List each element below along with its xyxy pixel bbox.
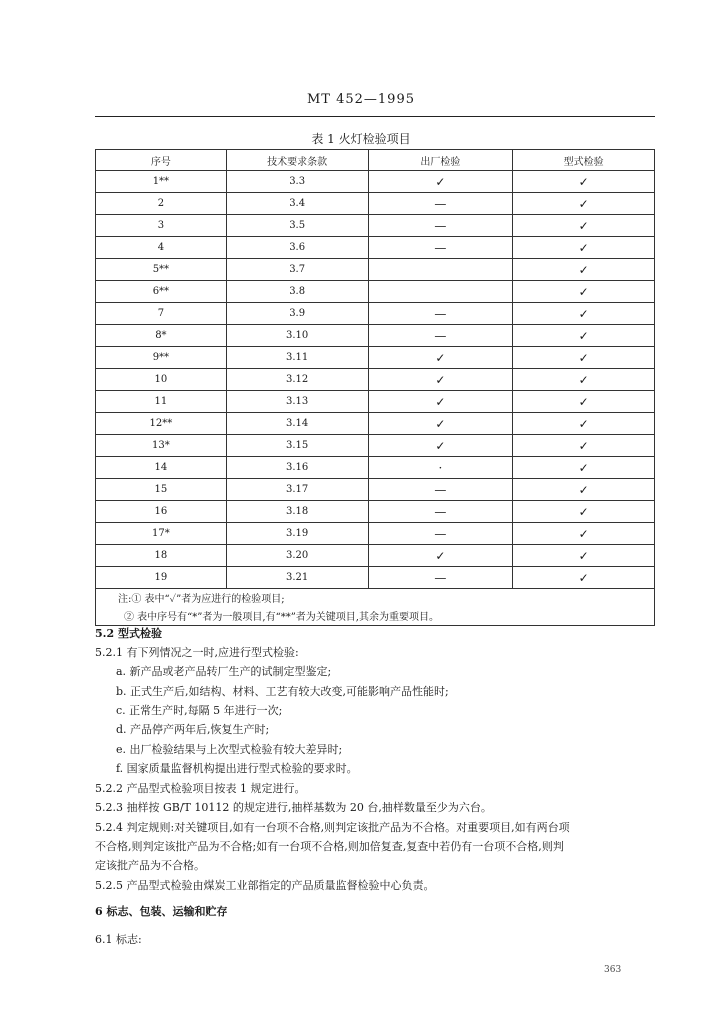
table-row [96,303,655,325]
cell-factory-test: ✓ [368,545,513,567]
cell-serial: 7 [96,303,227,325]
cell-type-test: ✓ [513,171,655,193]
cell-clause: 3.19 [226,523,368,545]
cell-type-test: ✓ [513,435,655,457]
table-row [96,479,655,501]
section-heading: 5.2 型式检验 [95,627,162,640]
cell-serial: 6** [96,281,227,303]
cell-serial: 16 [96,501,227,523]
table-caption: 表 1 火灯检验项目 [311,132,411,146]
cell-type-test: ✓ [513,391,655,413]
cell-serial: 13* [96,435,227,457]
table-row [96,567,655,589]
table-row [96,457,655,479]
cell-type-test: ✓ [513,479,655,501]
cell-type-test: ✓ [513,369,655,391]
cell-serial: 5** [96,259,227,281]
table-row [96,369,655,391]
table-row [96,435,655,457]
cell-factory-test: — [368,501,513,523]
cell-clause: 3.20 [226,545,368,567]
cell-serial: 12** [96,413,227,435]
table-note-row [96,589,655,607]
cell-type-test: ✓ [513,347,655,369]
cell-factory-test: — [368,325,513,347]
cell-type-test: ✓ [513,193,655,215]
cell-type-test: ✓ [513,501,655,523]
cell-serial: 19 [96,567,227,589]
cell-clause: 3.7 [226,259,368,281]
list-item: d. 产品停产两年后,恢复生产时; [116,723,270,736]
cell-clause: 3.12 [226,369,368,391]
cell-serial: 10 [96,369,227,391]
cell-factory-test: — [368,237,513,259]
cell-serial: 2 [96,193,227,215]
cell-factory-test: — [368,479,513,501]
cell-clause: 3.4 [226,193,368,215]
cell-serial: 17* [96,523,227,545]
table-row [96,545,655,567]
cell-clause: 3.17 [226,479,368,501]
cell-factory-test: — [368,193,513,215]
cell-clause: 3.9 [226,303,368,325]
cell-clause: 3.21 [226,567,368,589]
cell-serial: 9** [96,347,227,369]
table-note: ② 表中序号有“*”者为一般项目,有“**”者为关键项目,其余为重要项目。 [96,606,655,626]
clause-5-2-5: 5.2.5 产品型式检验由煤炭工业部指定的产品质量监督检验中心负责。 [95,879,435,892]
cell-type-test: ✓ [513,457,655,479]
list-item: e. 出厂检验结果与上次型式检验有较大差异时; [116,743,343,756]
cell-factory-test: ✓ [368,369,513,391]
table-note-row [96,606,655,626]
table-row [96,501,655,523]
cell-factory-test: — [368,303,513,325]
column-header: 出厂检验 [368,150,513,171]
cell-type-test: ✓ [513,303,655,325]
table-row [96,237,655,259]
cell-clause: 3.16 [226,457,368,479]
cell-factory-test: — [368,215,513,237]
table-row [96,215,655,237]
cell-clause: 3.3 [226,171,368,193]
cell-type-test: ✓ [513,523,655,545]
cell-factory-test: — [368,567,513,589]
clause-5-2-2: 5.2.2 产品型式检验项目按表 1 规定进行。 [95,782,306,795]
cell-factory-test [368,281,513,303]
clause-6-1: 6.1 标志: [95,933,142,946]
table-row [96,193,655,215]
table-row [96,325,655,347]
page-number: 363 [604,965,622,975]
cell-factory-test: ✓ [368,171,513,193]
section-heading: 6 标志、包装、运输和贮存 [95,905,228,918]
cell-clause: 3.5 [226,215,368,237]
cell-clause: 3.14 [226,413,368,435]
document-title: MT 452—1995 [306,92,415,107]
cell-type-test: ✓ [513,215,655,237]
cell-factory-test: ✓ [368,435,513,457]
cell-type-test: ✓ [513,259,655,281]
clause-5-2-4-line3: 定该批产品为不合格。 [95,859,205,872]
cell-serial: 11 [96,391,227,413]
cell-clause: 3.11 [226,347,368,369]
table-row [96,523,655,545]
cell-clause: 3.10 [226,325,368,347]
list-item: b. 正式生产后,如结构、材料、工艺有较大改变,可能影响产品性能时; [116,685,449,698]
cell-serial: 15 [96,479,227,501]
cell-factory-test: ✓ [368,413,513,435]
table-note: 注:① 表中“✓”者为应进行的检验项目; [96,589,655,607]
cell-serial: 1** [96,171,227,193]
cell-clause: 3.8 [226,281,368,303]
cell-type-test: ✓ [513,281,655,303]
column-header: 序号 [96,150,227,171]
cell-clause: 3.18 [226,501,368,523]
cell-serial: 3 [96,215,227,237]
cell-factory-test [368,259,513,281]
header-rule [95,116,655,117]
clause-5-2-4-line1: 5.2.4 判定规则:对关键项目,如有一台项不合格,则判定该批产品为不合格。对重要项目,如有两台项 [95,821,570,834]
table-row [96,259,655,281]
cell-type-test: ✓ [513,545,655,567]
cell-clause: 3.6 [226,237,368,259]
table-row [96,171,655,193]
column-header: 型式检验 [513,150,655,171]
list-item: a. 新产品或老产品转厂生产的试制定型鉴定; [116,665,332,678]
cell-serial: 4 [96,237,227,259]
list-item: f. 国家质量监督机构提出进行型式检验的要求时。 [116,762,358,775]
list-item: c. 正常生产时,每隔 5 年进行一次; [116,704,283,717]
clause-5-2-1: 5.2.1 有下列情况之一时,应进行型式检验: [95,646,299,659]
table-row [96,347,655,369]
cell-factory-test: ✓ [368,347,513,369]
cell-factory-test: ✓ [368,391,513,413]
cell-type-test: ✓ [513,567,655,589]
cell-type-test: ✓ [513,237,655,259]
clause-5-2-3: 5.2.3 抽样按 GB/T 10112 的规定进行,抽样基数为 20 台,抽样数量至少为六台。 [95,801,492,814]
cell-serial: 8* [96,325,227,347]
column-header: 技术要求条款 [226,150,368,171]
cell-factory-test: — [368,523,513,545]
table-row [96,281,655,303]
inspection-table [95,149,655,626]
cell-type-test: ✓ [513,413,655,435]
cell-factory-test: · [368,457,513,479]
cell-clause: 3.13 [226,391,368,413]
cell-clause: 3.15 [226,435,368,457]
clause-5-2-4-line2: 不合格,则判定该批产品为不合格;如有一台项不合格,则加倍复查,复查中若仍有一台项不合格,则判 [95,840,564,853]
table-row [96,413,655,435]
table-header-row [96,150,655,171]
cell-serial: 18 [96,545,227,567]
cell-type-test: ✓ [513,325,655,347]
table-row [96,391,655,413]
cell-serial: 14 [96,457,227,479]
